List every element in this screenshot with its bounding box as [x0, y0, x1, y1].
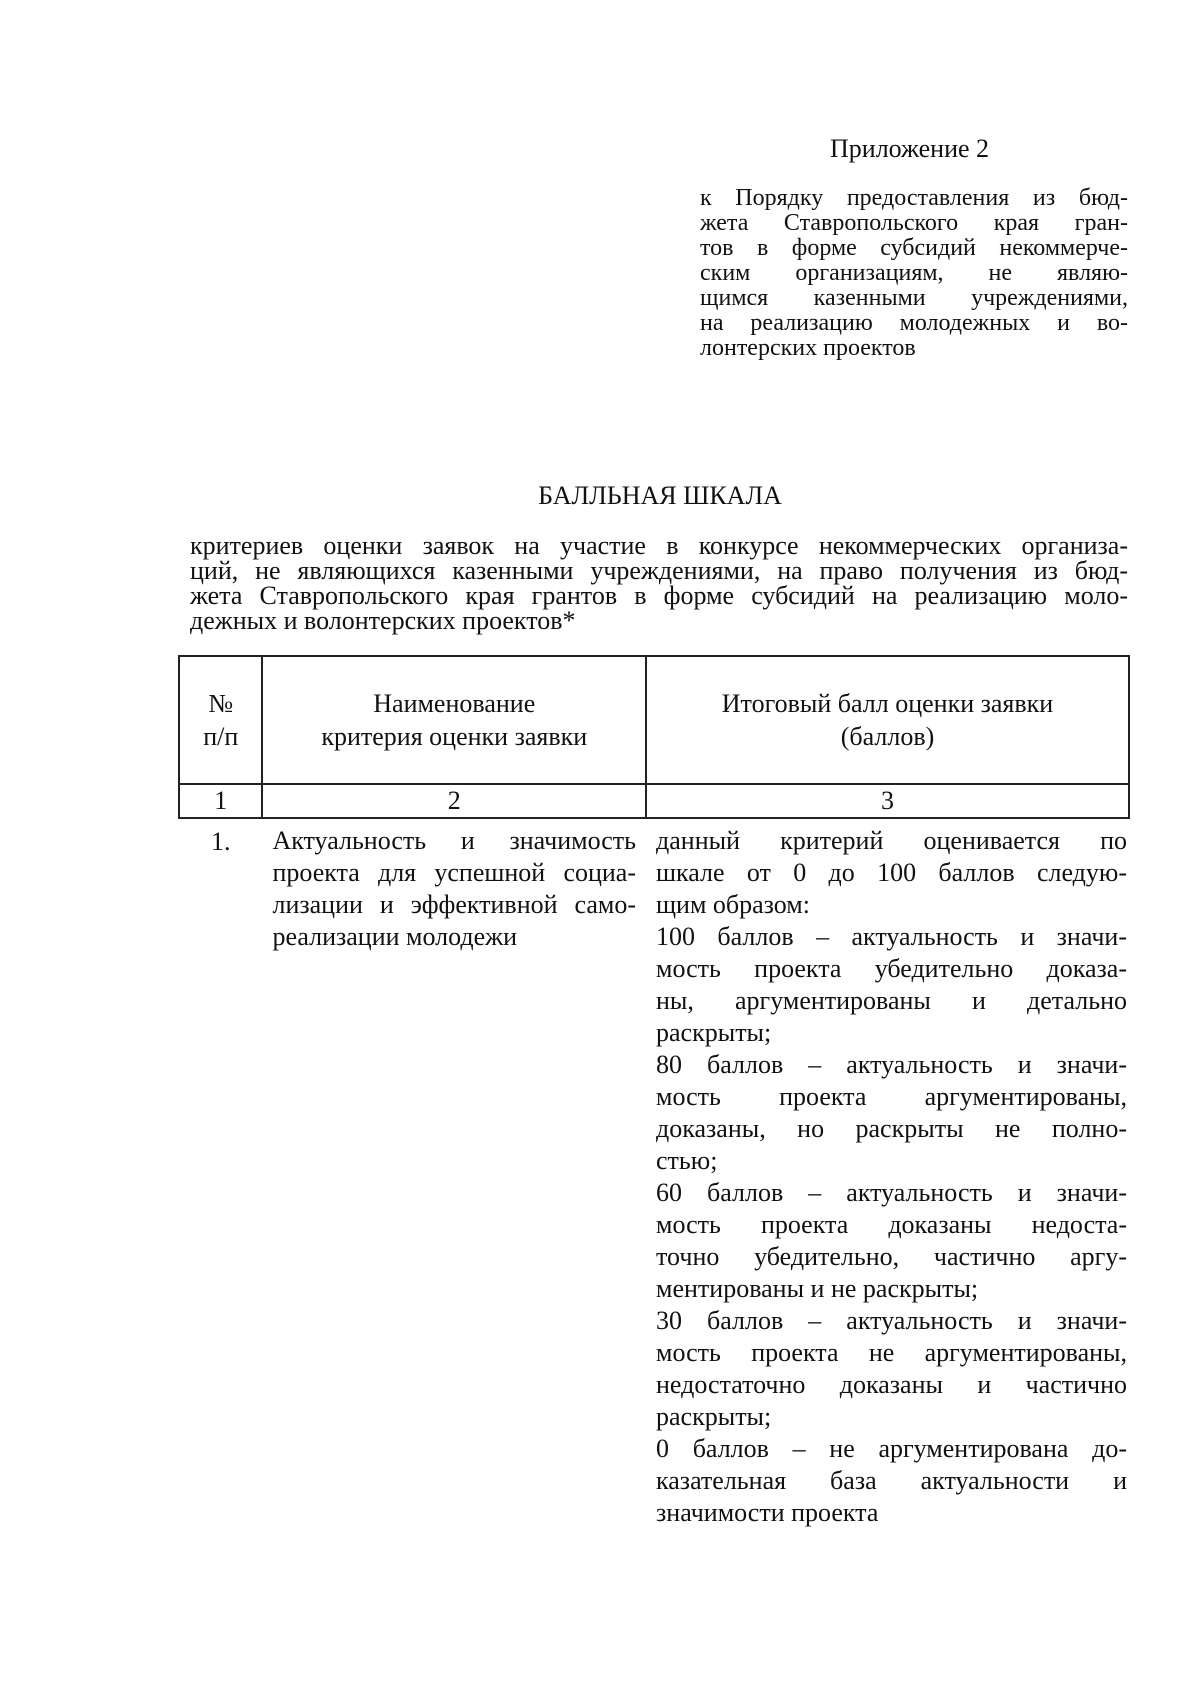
table-header-row [179, 656, 1129, 784]
score-paragraph: 100 баллов – актуальность и значи- мость проекта убедительно доказа- ны, аргументированы и детально раскрыты; [656, 922, 1127, 1047]
appendix-line: к Порядку предоставления из бюд- [700, 185, 1128, 211]
column-number-row [179, 784, 1129, 818]
column-number: 3 [646, 784, 1129, 818]
document-subtitle [190, 533, 1128, 633]
subtitle-line: жета Ставропольского края грантов в форме субсидий на реализацию моло- [190, 581, 1128, 610]
appendix-line: жета Ставропольского края гран- [700, 210, 1128, 236]
appendix-line: тов в форме субсидий некоммерче- [700, 235, 1128, 261]
score-paragraph: 60 баллов – актуальность и значи- мость проекта доказаны недоста- точно убедительно, частично аргу- ментированы и не раскрыты; [656, 1178, 1127, 1303]
column-number: 1 [179, 784, 262, 818]
score-description [646, 818, 1129, 1530]
score-paragraph: 0 баллов – не аргументирована до- казательная база актуальности и значимости проекта [656, 1434, 1127, 1527]
score-paragraph: данный критерий оценивается по шкале от 0 до 100 баллов следую- щим образом: [656, 826, 1127, 919]
appendix-line: щимся казенными учреждениями, [700, 285, 1128, 311]
score-paragraph: 80 баллов – актуальность и значи- мость проекта аргументированы, доказаны, но раскрыты не полно- стью; [656, 1050, 1127, 1175]
subtitle-line: критериев оценки заявок на участие в конкурсе некоммерческих организа- [190, 531, 1128, 560]
criterion-name: Актуальность и значимость проекта для успешной социа- лизации и эффективной само- реализации молодежи [272, 826, 637, 951]
subtitle-line: ций, не являющихся казенными учреждениями, на право получения из бюд- [190, 556, 1128, 585]
appendix-title: Приложение 2 [830, 134, 990, 163]
header-number: № п/п [179, 656, 262, 784]
subtitle-line: дежных и волонтерских проектов* [190, 606, 576, 635]
column-number: 2 [262, 784, 646, 818]
header-criterion: Наименование критерия оценки заявки [262, 656, 646, 784]
score-paragraph: 30 баллов – актуальность и значи- мость проекта не аргументированы, недостаточно доказаны и частично раскрыты; [656, 1306, 1127, 1431]
header-score: Итоговый балл оценки заявки (баллов) [646, 656, 1129, 784]
appendix-line: на реализацию молодежных и во- [700, 310, 1128, 336]
table-row [179, 818, 1129, 1530]
row-number: 1. [210, 827, 231, 856]
appendix-line: лонтерских проектов [700, 335, 916, 361]
scoring-table [178, 655, 1130, 1530]
document-title: БАЛЛЬНАЯ ШКАЛА [538, 481, 782, 510]
appendix-reference [700, 186, 1128, 361]
appendix-line: ским организациям, не являю- [700, 260, 1128, 286]
